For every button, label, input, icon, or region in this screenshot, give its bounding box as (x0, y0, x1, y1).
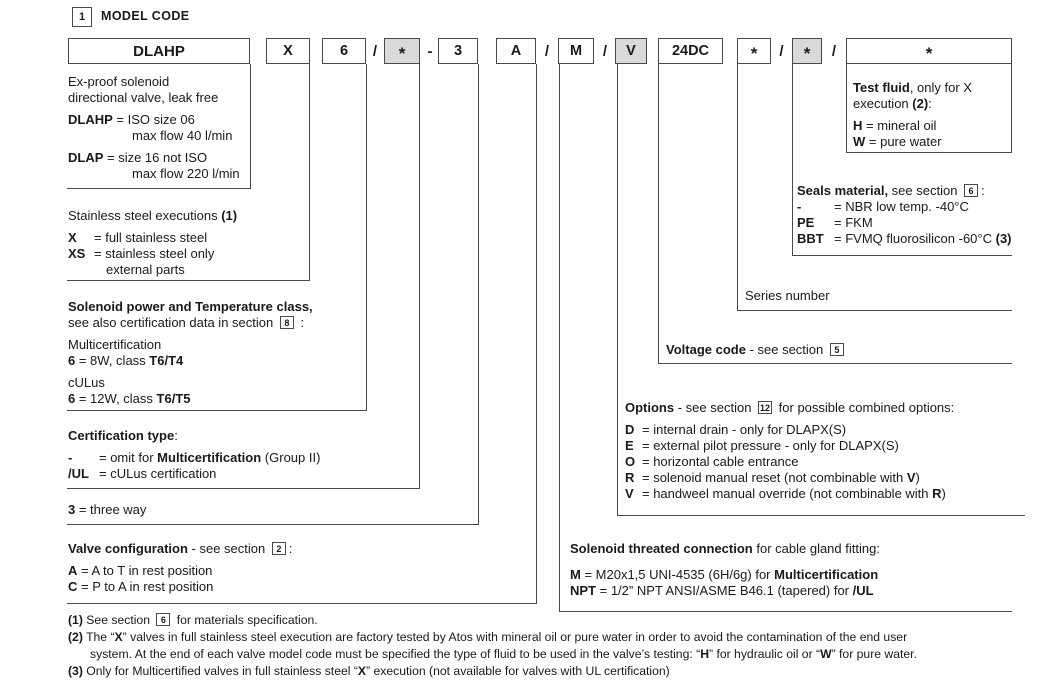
text-segment: - see section (187, 541, 269, 556)
text-segment: Options (625, 400, 675, 415)
text-segment: : (288, 541, 293, 556)
section-ref-box: 6 (156, 613, 170, 626)
text-line (68, 391, 363, 407)
text-segment: DLAP (68, 150, 104, 165)
text-segment: M (570, 567, 581, 582)
text-segment: = 1/2” NPT ANSI/ASME B46.1 (tapered) for (596, 583, 853, 598)
code-box-dlahp: DLAHP (68, 38, 250, 64)
text-line (666, 342, 966, 358)
text-segment: : (981, 183, 985, 198)
block-options (625, 400, 1025, 502)
block-product-description (68, 74, 248, 182)
text-segment: Ex-proof solenoid (68, 74, 170, 89)
section-ref-box: 5 (830, 343, 844, 356)
text-segment: Only for Multicertified valves in full stainless steel “ (82, 664, 358, 678)
text-segment: (2) (68, 630, 83, 644)
text-segment: The “ (82, 630, 115, 644)
text-line (797, 199, 1011, 215)
text-line (68, 428, 416, 444)
text-segment: R (625, 470, 635, 485)
text-line (853, 118, 1009, 134)
text-segment: external parts (106, 262, 185, 277)
section-number: 1 (78, 11, 86, 23)
text-segment: - (68, 450, 73, 465)
text-segment: = horizontal cable entrance (642, 454, 799, 469)
text-segment: Seals material, (797, 183, 889, 198)
text-segment: = internal drain - only for DLAPX(S) (642, 422, 847, 437)
code-box-series-star: * (737, 38, 771, 64)
text-segment: V (625, 486, 634, 501)
text-segment: (Group II) (261, 450, 321, 465)
text-segment: Multicertification (774, 567, 879, 582)
text-segment: = stainless steel only (94, 246, 215, 261)
connector-3-vertical (478, 64, 479, 524)
section-ref-box: 8 (280, 316, 294, 329)
text-line (68, 150, 248, 166)
text-segment: O (625, 454, 636, 469)
text-line (68, 230, 306, 246)
text-line (625, 486, 1025, 502)
code-box-3: 3 (438, 38, 478, 64)
text-segment: T6/T5 (156, 391, 191, 406)
text-segment: E (625, 438, 634, 453)
text-line (68, 337, 363, 353)
text-segment: = pure water (865, 134, 942, 149)
text-line (853, 96, 1009, 112)
code-box-v: V (615, 38, 647, 64)
text-line (68, 74, 248, 90)
text-line (68, 208, 306, 224)
text-segment: = three way (75, 502, 147, 517)
connector-a-vertical (536, 64, 537, 603)
text-segment: Solenoid power and Temperature class, (68, 299, 313, 314)
text-segment: = solenoid manual reset (not combinable with (642, 470, 907, 485)
text-segment: 6 (68, 391, 76, 406)
text-line (570, 567, 1012, 583)
connector-testfluid-right (1011, 64, 1012, 152)
text-segment: ” valves in full stainless steel execution are factory tested by Atos with mineral oil or pure water in order to avoid the contamination of the end user (122, 630, 908, 644)
text-line (68, 466, 416, 482)
text-segment: = A to T in rest position (77, 563, 213, 578)
code-separator-dash: - (427, 42, 433, 60)
text-segment: C (68, 579, 78, 594)
text-segment: : (928, 96, 932, 111)
text-segment: H (700, 647, 709, 661)
text-segment: X (68, 230, 77, 245)
text-line (68, 112, 248, 128)
block-seals-material (797, 183, 1011, 247)
text-line (68, 246, 306, 262)
block-valve-configuration (68, 541, 468, 595)
text-line (625, 422, 1025, 438)
code-box-seals-star: * (792, 38, 822, 64)
code-box-testfluid-star: * (846, 38, 1012, 64)
text-line (570, 583, 1012, 599)
block-series-number (745, 288, 945, 304)
text-line (68, 629, 1060, 646)
connector-series-vertical (737, 64, 738, 310)
text-line (68, 315, 363, 331)
text-line (745, 288, 945, 304)
text-line (625, 438, 1025, 454)
code-separator-slash-5: / (831, 42, 837, 60)
text-segment: 3 (68, 502, 76, 517)
code-box-m: M (558, 38, 594, 64)
text-segment: = handweel manual override (not combinable with (642, 486, 933, 501)
text-segment: ) (915, 470, 920, 485)
block-three-way (68, 502, 368, 518)
code-box-6: 6 (322, 38, 366, 64)
text-segment: max flow 220 l/min (132, 166, 240, 181)
text-segment: BBT (797, 231, 824, 246)
code-box-x: X (266, 38, 310, 64)
text-line (68, 90, 248, 106)
text-segment: for possible combined options: (775, 400, 955, 415)
text-segment: = external pilot pressure - only for DLAPX(S) (642, 438, 899, 453)
text-line (68, 663, 1060, 680)
text-segment: - (797, 199, 802, 214)
text-line (797, 231, 1011, 247)
text-segment: R (932, 486, 942, 501)
code-separator-slash-3: / (602, 42, 608, 60)
text-segment: execution (853, 96, 913, 111)
text-line (625, 400, 1025, 416)
text-segment: Series number (745, 288, 830, 303)
text-segment: ” execution (not available for valves with UL certification) (366, 664, 670, 678)
text-line (68, 563, 468, 579)
text-line (68, 450, 416, 466)
text-segment: Certification type (68, 428, 175, 443)
text-segment: = ISO size 06 (112, 112, 195, 127)
text-segment: (1) (221, 208, 238, 223)
text-segment: = size 16 not ISO (103, 150, 208, 165)
code-box-a: A (496, 38, 536, 64)
section-ref-box: 6 (964, 184, 978, 197)
text-line (797, 183, 1011, 199)
text-segment: V (906, 470, 916, 485)
text-line (68, 612, 1060, 629)
text-segment: Multicertification (157, 450, 262, 465)
connector-testfluid-left (846, 64, 847, 152)
text-line (68, 128, 248, 144)
text-segment: ” for pure water. (831, 647, 917, 661)
text-line (68, 541, 468, 557)
connector-x-vertical (309, 64, 310, 280)
text-segment: : (174, 428, 178, 443)
connector-v-vertical (617, 64, 618, 515)
code-separator-slash-2: / (544, 42, 550, 60)
text-line (68, 646, 1060, 663)
code-separator-slash-1: / (372, 42, 378, 60)
text-line (68, 353, 363, 369)
text-line (68, 299, 363, 315)
text-segment: NPT (570, 583, 596, 598)
text-segment: /UL (852, 583, 874, 598)
text-segment: = 12W, class (75, 391, 157, 406)
text-segment: (1) (68, 613, 83, 627)
text-segment: Valve configuration (68, 541, 188, 556)
text-segment: ” for hydraulic oil or “ (709, 647, 821, 661)
text-segment: PE (797, 215, 815, 230)
connector-6-vertical (366, 64, 367, 410)
connector-cert-bottom (67, 488, 420, 489)
text-line (68, 375, 363, 391)
connector-24dc-bottom (658, 363, 1012, 364)
text-segment: (3) (995, 231, 1012, 246)
section-number-box (72, 7, 92, 27)
text-segment: /UL (68, 466, 89, 481)
text-segment: 6 (68, 353, 76, 368)
text-segment: XS (68, 246, 86, 261)
connector-24dc-vertical (658, 64, 659, 363)
text-line (797, 215, 1011, 231)
text-segment: (2) (912, 96, 929, 111)
code-box-certification-star: * (384, 38, 420, 64)
page-title: MODEL CODE (101, 9, 190, 23)
text-segment: ) (941, 486, 946, 501)
text-segment: X (114, 630, 123, 644)
text-segment: = full stainless steel (94, 230, 208, 245)
connector-m-vertical (559, 64, 560, 611)
text-line (625, 454, 1025, 470)
text-segment: system. At the end of each valve model code must be specified the type of fluid to be used in the valve’s testing: “ (90, 647, 701, 661)
block-test-fluid (853, 80, 1009, 150)
text-segment: - see section (745, 342, 827, 357)
text-segment: See section (82, 613, 154, 627)
connector-dlahp-vertical (250, 64, 251, 188)
text-segment: = M20x1,5 UNI-4535 (6H/6g) for (580, 567, 775, 582)
text-segment: for materials specification. (173, 613, 318, 627)
block-solenoid-power (68, 299, 363, 407)
code-box-24dc: 24DC (658, 38, 723, 64)
block-stainless-executions (68, 208, 306, 278)
text-segment: directional valve, leak free (68, 90, 219, 105)
text-segment: Test fluid (853, 80, 910, 95)
text-segment: see section (888, 183, 962, 198)
text-segment: X (357, 664, 367, 678)
text-line (68, 166, 248, 182)
section-ref-box: 2 (272, 542, 286, 555)
text-segment: H (853, 118, 863, 133)
text-segment: (3) (68, 664, 83, 678)
text-segment: = NBR low temp. -40°C (834, 199, 969, 214)
block-certification-type (68, 428, 416, 482)
connector-3-bottom (67, 524, 479, 525)
text-segment: for cable gland fitting: (752, 541, 880, 556)
text-segment: cULus (68, 375, 105, 390)
text-segment: = cULus certification (99, 466, 217, 481)
connector-testfluid-bottom (846, 152, 1012, 153)
text-segment: T6/T4 (149, 353, 184, 368)
text-segment: = FKM (834, 215, 873, 230)
section-ref-box: 12 (760, 403, 771, 413)
connector-a-bottom (67, 603, 537, 604)
connector-seals-bottom (792, 255, 1012, 256)
connector-dlahp-bottom (67, 188, 251, 189)
connector-series-bottom (737, 310, 1012, 311)
text-segment: - see section (674, 400, 756, 415)
text-line (68, 502, 368, 518)
text-segment: DLAHP (68, 112, 113, 127)
text-segment: = mineral oil (862, 118, 937, 133)
block-solenoid-connection (570, 541, 1012, 599)
text-segment: see also certification data in section (68, 315, 277, 330)
footnotes (68, 612, 1060, 680)
text-segment: A (68, 563, 78, 578)
text-segment: Solenoid threated connection (570, 541, 753, 556)
text-segment: = 8W, class (75, 353, 150, 368)
text-segment: Multicertification (68, 337, 162, 352)
text-segment: W (853, 134, 866, 149)
block-voltage-code (666, 342, 966, 358)
text-line (853, 80, 1009, 96)
connector-6-bottom (67, 410, 367, 411)
text-segment: max flow 40 l/min (132, 128, 233, 143)
text-segment: W (820, 647, 832, 661)
text-line (68, 262, 306, 278)
text-segment: Stainless steel executions (68, 208, 222, 223)
text-line (853, 134, 1009, 150)
connector-x-bottom (67, 280, 310, 281)
text-segment: Voltage code (666, 342, 746, 357)
text-line (570, 541, 1012, 557)
text-segment: : (296, 315, 305, 330)
text-line (68, 579, 468, 595)
text-line (625, 470, 1025, 486)
connector-cert-vertical (419, 64, 420, 488)
connector-v-bottom (617, 515, 1025, 516)
text-segment: = P to A in rest position (77, 579, 214, 594)
code-separator-slash-4: / (779, 42, 784, 60)
text-segment: = FVMQ fluorosilicon -60°C (834, 231, 996, 246)
text-segment: D (625, 422, 635, 437)
text-segment: , only for X (909, 80, 972, 95)
text-segment: = omit for (99, 450, 158, 465)
connector-seals-vertical (792, 64, 793, 255)
